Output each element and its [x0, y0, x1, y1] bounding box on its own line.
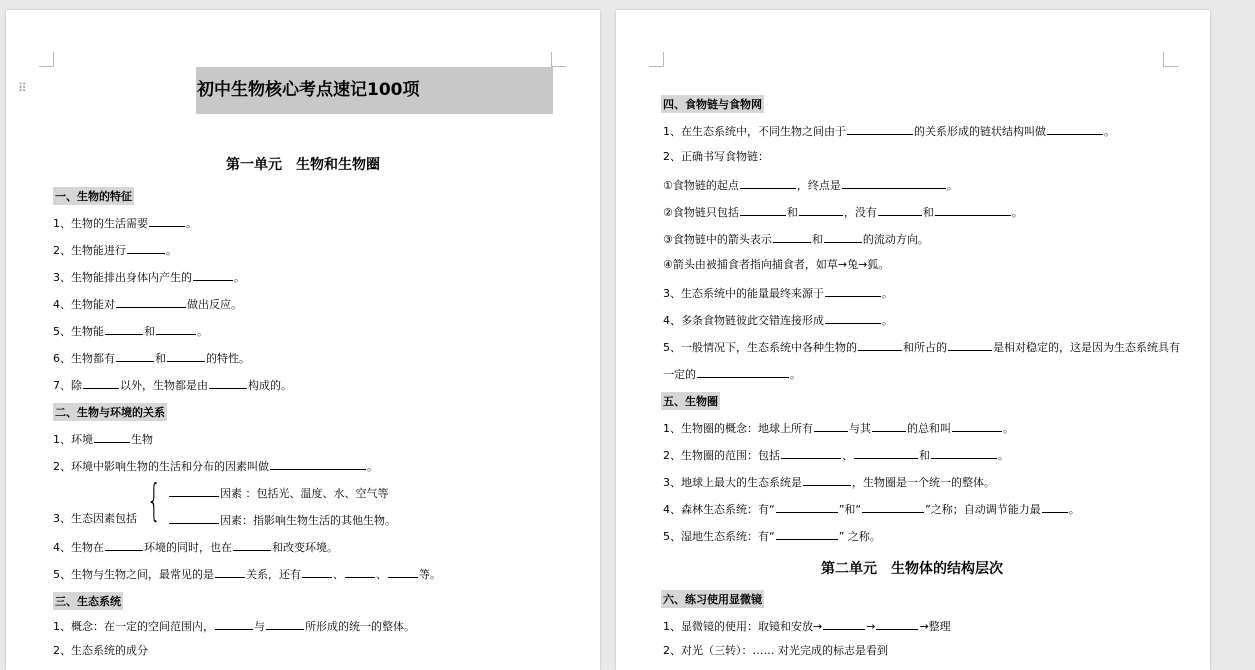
text-line: ①食物链的起点 ，终点是 。 — [663, 179, 958, 192]
section-heading: 四、食物链与食物网 — [661, 95, 764, 113]
document-title: 初中生物核心考点速记100项 — [196, 67, 553, 114]
section-heading: 一、生物的特征 — [53, 187, 134, 205]
section-heading: 五、生物圈 — [661, 392, 720, 410]
document-page-right — [616, 10, 1210, 670]
text-line: 2、生物能进行 。 — [53, 244, 177, 257]
text-line: 5、一般情况下，生态系统中各种生物的 和所占的 是相对稳定的，这是因为生态系统具有 — [663, 341, 1180, 354]
crop-mark — [1163, 52, 1178, 67]
brace-symbol: { — [147, 475, 161, 526]
unit-heading: 第一单元 生物和生物圈 — [226, 157, 380, 173]
crop-mark — [39, 52, 54, 67]
text-line: 1、生物的生活需要 。 — [53, 217, 197, 230]
text-line: 1、在生态系统中，不同生物之间由于 的关系形成的链状结构叫做 。 — [663, 125, 1115, 138]
section-heading: 六、练习使用显微镜 — [661, 590, 764, 608]
text-line: 5、生物与生物之间，最常见的是 关系，还有 、 、 等。 — [53, 568, 441, 581]
text-line: 5、湿地生态系统：有“ ” 之称。 — [663, 530, 881, 543]
text-line: 3、生物能排出身体内产生的 。 — [53, 271, 245, 284]
text-line: 4、森林生态系统：有“ ”和“ ”之称；自动调节能力最 。 — [663, 503, 1080, 516]
text-line: 1、概念：在一定的空间范围内， 与 所形成的统一的整体。 — [53, 620, 415, 633]
text-line: 2、正确书写食物链： — [663, 150, 769, 163]
text-line: 2、生态系统的成分 — [53, 644, 148, 657]
text-line: 7、除 以外，生物都是由 构成的。 — [53, 379, 292, 392]
crop-mark — [551, 52, 566, 67]
text-line: ④箭头由被捕食者指向捕食者，如草→兔→狐。 — [663, 258, 890, 271]
text-line: 4、生物在 环境的同时，也在 和改变环境。 — [53, 541, 338, 554]
text-line: 4、多条食物链彼此交错连接形成 。 — [663, 314, 893, 327]
text-line: ②食物链只包括 和 ，没有 和 。 — [663, 206, 1023, 219]
text-line: 2、环境中影响生物的生活和分布的因素叫做 。 — [53, 460, 378, 473]
text-line: 1、显微镜的使用：取镜和安放→ → →整理 — [663, 620, 951, 633]
drag-handle-icon[interactable]: ⠿ — [18, 81, 28, 95]
section-heading: 二、生物与环境的关系 — [53, 403, 167, 421]
section-heading: 三、生态系统 — [53, 592, 123, 610]
text-line: 3、地球上最大的生态系统是 ，生物圈是一个统一的整体。 — [663, 476, 995, 489]
text-line: 3、生态因素包括 — [53, 512, 137, 525]
text-line: ③食物链中的箭头表示 和 的流动方向。 — [663, 233, 929, 246]
text-line: 6、生物都有 和 的特性。 — [53, 352, 250, 365]
text-line: 因素 ：包括光、温度、水、空气等 — [168, 485, 389, 501]
text-line: 2、生物圈的范围：包括 、 和 。 — [663, 449, 1009, 462]
text-line: 一定的 。 — [663, 368, 801, 381]
unit-heading: 第二单元 生物体的结构层次 — [821, 561, 1003, 577]
text-line: 3、生态系统中的能量最终来源于 。 — [663, 287, 893, 300]
text-line: 1、环境 生物 — [53, 433, 153, 446]
document-page-left — [6, 10, 600, 670]
text-line: 因素：指影响生物生活的其他生物。 — [168, 512, 396, 528]
crop-mark — [649, 52, 664, 67]
text-line: 1、生物圈的概念：地球上所有 与其 的总和叫 。 — [663, 422, 1014, 435]
text-line: 4、生物能对 做出反应。 — [53, 298, 242, 311]
text-line: 2、对光（三转）：…… 对光完成的标志是看到 — [663, 644, 888, 657]
text-line: 5、生物能 和 。 — [53, 325, 208, 338]
